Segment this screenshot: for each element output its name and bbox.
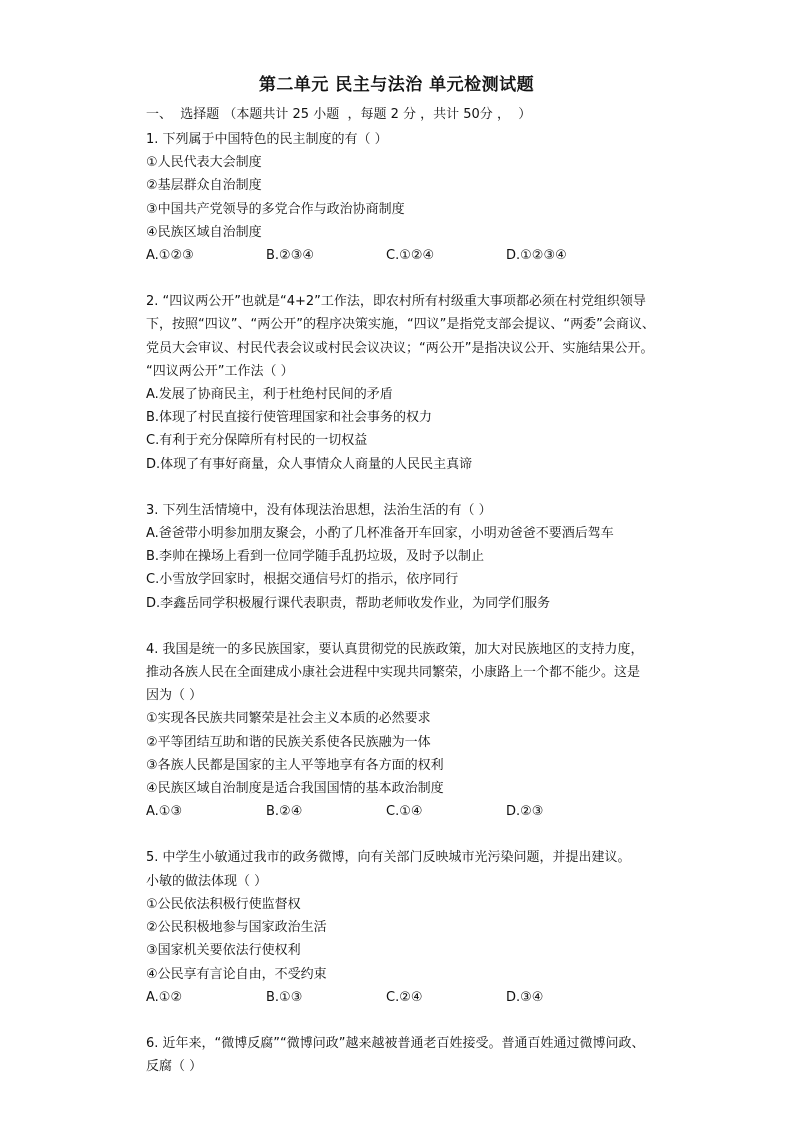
choice-d[interactable]: D.②③ — [506, 804, 544, 820]
choice-b[interactable]: B.②④ — [266, 804, 303, 820]
answer-choices — [146, 986, 656, 1009]
question-stem: 6. 近年来，“微博反腐”“微博问政”越来越被普通老百姓接受。普通百姓通过微博问政、 — [146, 1035, 645, 1051]
question-item: ①公民依法积极行使监督权 — [146, 896, 301, 912]
question-item: ③各族人民都是国家的主人平等地享有各方面的权利 — [146, 757, 444, 773]
section-heading: 一、 选择题 （本题共计 25 小题 ，每题 2 分 ，共计 50分 ， ） — [146, 107, 532, 122]
question-stem: 反腐（ ） — [146, 1059, 203, 1075]
question-stem: 5. 中学生小敏通过我市的政务微博，向有关部门反映城市光污染问题，并提出建议。 — [146, 850, 631, 866]
choice-b[interactable]: B.②③④ — [266, 248, 315, 264]
question-stem: 党员大会审议、村民代表会议或村民会议决议；“两公开”是指决议公开、实施结果公开。 — [146, 340, 654, 356]
question-item: ②基层群众自治制度 — [146, 178, 262, 194]
question-1 — [146, 128, 656, 267]
answer-choices — [146, 800, 656, 823]
question-item: ②公民积极地参与国家政治生活 — [146, 920, 327, 936]
question-item: ①实现各民族共同繁荣是社会主义本质的必然要求 — [146, 711, 431, 727]
choice-a[interactable]: A.①③ — [146, 804, 183, 820]
page-title: 第二单元 民主与法治 单元检测试题 — [258, 75, 535, 95]
question-3 — [146, 499, 656, 615]
question-stem: 因为（ ） — [146, 688, 203, 704]
question-stem: 下，按照“四议”、“两公开”的程序决策实施，“四议”是指党支部会提议、“两委”会商议、 — [146, 317, 655, 333]
choice-c[interactable]: C.有利于充分保障所有村民的一切权益 — [146, 433, 368, 449]
question-item: ③中国共产党领导的多党合作与政治协商制度 — [146, 201, 405, 217]
question-stem: 推动各族人民在全面建成小康社会进程中实现共同繁荣，小康路上一个都不能少。这是 — [146, 665, 641, 681]
question-item: ④民族区域自治制度是适合我国国情的基本政治制度 — [146, 781, 444, 797]
question-item: ④公民享有言论自由，不受约束 — [146, 966, 327, 982]
question-item: ②平等团结互助和谐的民族关系使各民族融为一体 — [146, 734, 431, 750]
answer-choices — [146, 244, 656, 267]
choice-c[interactable]: C.①④ — [386, 804, 423, 820]
question-stem: 3. 下列生活情境中，没有体现法治思想，法治生活的有（ ） — [146, 502, 492, 518]
choice-d[interactable]: D.③④ — [506, 989, 544, 1005]
choice-a[interactable]: A.①② — [146, 989, 183, 1005]
question-4 — [146, 638, 656, 824]
choice-d[interactable]: D.①②③④ — [506, 248, 567, 264]
question-6 — [146, 1032, 656, 1078]
choice-b[interactable]: B.李帅在操场上看到一位同学随手乱扔垃圾，及时予以制止 — [146, 549, 485, 565]
question-stem: “四议两公开”工作法（ ） — [146, 363, 294, 379]
choice-c[interactable]: C.①②④ — [386, 248, 435, 264]
choice-b[interactable]: B.体现了村民直接行使管理国家和社会事务的权力 — [146, 410, 433, 426]
choice-a[interactable]: A.爸爸带小明参加朋友聚会，小酌了几杯准备开车回家，小明劝爸爸不要酒后驾车 — [146, 526, 614, 542]
question-item: ①人民代表大会制度 — [146, 155, 262, 171]
choice-c[interactable]: C.②④ — [386, 989, 423, 1005]
question-item: ④民族区域自治制度 — [146, 224, 262, 240]
question-stem: 4. 我国是统一的多民族国家，要认真贯彻党的民族政策，加大对民族地区的支持力度， — [146, 641, 644, 657]
choice-c[interactable]: C.小雪放学回家时，根据交通信号灯的指示，依序同行 — [146, 572, 459, 588]
question-stem: 1. 下列属于中国特色的民主制度的有（ ） — [146, 132, 388, 147]
question-5 — [146, 846, 656, 1008]
question-list — [146, 128, 656, 1078]
choice-d[interactable]: D.李鑫岳同学积极履行课代表职责，帮助老师收发作业，为同学们服务 — [146, 595, 551, 611]
choice-a[interactable]: A.发展了协商民主，利于杜绝村民间的矛盾 — [146, 387, 393, 403]
choice-d[interactable]: D.体现了有事好商量，众人事情众人商量的人民民主真谛 — [146, 456, 473, 472]
choice-b[interactable]: B.①③ — [266, 989, 303, 1005]
question-2 — [146, 290, 656, 476]
question-stem: 小敏的做法体现（ ） — [146, 873, 268, 889]
question-item: ③国家机关要依法行使权利 — [146, 943, 301, 959]
choice-a[interactable]: A.①②③ — [146, 248, 194, 264]
question-stem: 2. “四议两公开”也就是“4+2”工作法，即农村所有村级重大事项都必须在村党组织领导 — [146, 294, 646, 310]
